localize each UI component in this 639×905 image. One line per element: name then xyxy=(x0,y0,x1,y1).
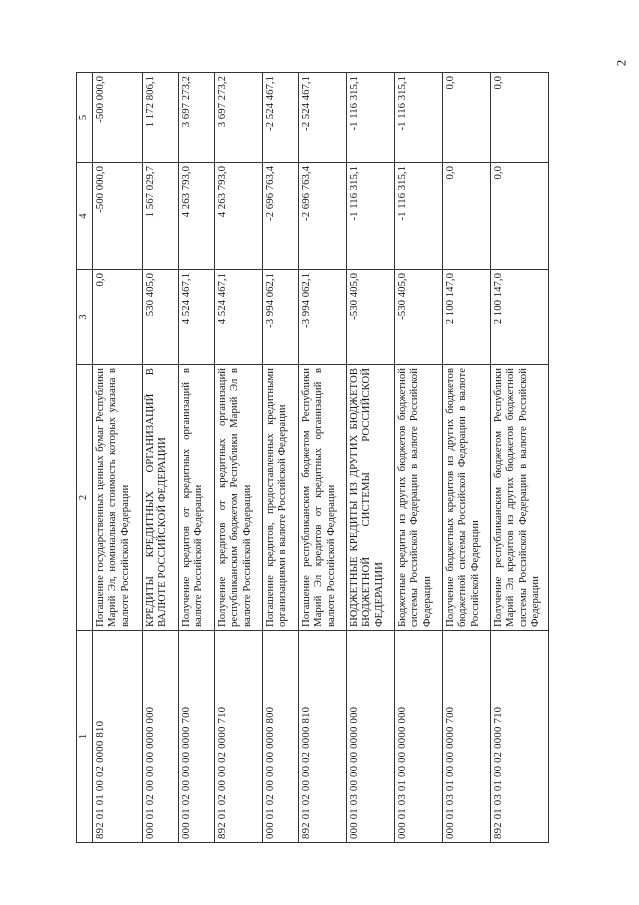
budget-code-cell: 000 01 03 01 00 00 0000 700 xyxy=(443,631,491,843)
value-year2-cell: 0,0 xyxy=(491,163,549,270)
rotated-table-container xyxy=(76,73,572,843)
value-year2-cell: 1 567 029,7 xyxy=(143,163,179,270)
budget-code-cell: 892 01 03 01 00 02 0000 710 xyxy=(491,631,549,843)
value-year3-cell: 0,0 xyxy=(491,73,549,163)
column-header-4: 4 xyxy=(77,163,93,270)
budget-code-cell: 000 01 02 00 00 00 0000 000 xyxy=(143,631,179,843)
budget-sources-table xyxy=(76,72,549,843)
value-year2-cell: -2 696 763,4 xyxy=(299,163,347,270)
value-year3-cell: -500 000,0 xyxy=(93,73,143,163)
table-header-row xyxy=(77,73,93,843)
item-name-cell: БЮДЖЕТНЫЕ КРЕДИТЫ ИЗ ДРУГИХ БЮДЖЕТОВ БЮДЖЕТНОЙ СИСТЕМЫ РОССИЙСКОЙ ФЕДЕРАЦИИ xyxy=(347,365,395,631)
value-year3-cell: 1 172 806,1 xyxy=(143,73,179,163)
value-year3-cell: 3 697 273,2 xyxy=(179,73,215,163)
item-name-cell: КРЕДИТЫ КРЕДИТНЫХ ОРГАНИЗАЦИЙ В ВАЛЮТЕ РОССИЙСКОЙ ФЕДЕРАЦИИ xyxy=(143,365,179,631)
table-row xyxy=(143,73,179,843)
value-year1-cell: 4 524 467,1 xyxy=(179,270,215,365)
budget-code-cell: 892 01 02 00 00 02 0000 810 xyxy=(299,631,347,843)
item-name-cell: Бюджетные кредиты из других бюджетов бюджетной системы Российской Федерации в валюте Российской Федерации xyxy=(395,365,443,631)
item-name-cell: Получение кредитов от кредитных организаций республиканским бюджетом Республики Марий Эл в валюте Российской Федерации xyxy=(215,365,263,631)
table-row xyxy=(491,73,549,843)
value-year2-cell: 4 263 793,0 xyxy=(179,163,215,270)
table-body xyxy=(93,73,549,843)
value-year1-cell: 2 100 147,0 xyxy=(491,270,549,365)
column-header-1: 1 xyxy=(77,631,93,843)
value-year3-cell: -2 524 467,1 xyxy=(263,73,299,163)
value-year1-cell: 2 100 147,0 xyxy=(443,270,491,365)
value-year1-cell: 0,0 xyxy=(93,270,143,365)
budget-code-cell: 000 01 02 00 00 00 0000 800 xyxy=(263,631,299,843)
value-year1-cell: -530 405,0 xyxy=(395,270,443,365)
budget-code-cell: 000 01 03 00 00 00 0000 000 xyxy=(347,631,395,843)
table-row xyxy=(443,73,491,843)
value-year2-cell: 4 263 793,0 xyxy=(215,163,263,270)
value-year3-cell: -1 116 315,1 xyxy=(395,73,443,163)
table-row xyxy=(299,73,347,843)
value-year3-cell: -1 116 315,1 xyxy=(347,73,395,163)
value-year2-cell: -1 116 315,1 xyxy=(347,163,395,270)
table-row xyxy=(179,73,215,843)
value-year1-cell: -3 994 062,1 xyxy=(263,270,299,365)
value-year2-cell: 0,0 xyxy=(443,163,491,270)
column-header-3: 3 xyxy=(77,270,93,365)
value-year1-cell: -3 994 062,1 xyxy=(299,270,347,365)
item-name-cell: Получение республиканским бюджетом Республики Марий Эл кредитов из других бюджетов бюджетной системы Российской Федерации в валюте Российской Федерации xyxy=(491,365,549,631)
table-row xyxy=(263,73,299,843)
budget-code-cell: 000 01 02 00 00 00 0000 700 xyxy=(179,631,215,843)
value-year1-cell: 530 405,0 xyxy=(143,270,179,365)
value-year1-cell: 4 524 467,1 xyxy=(215,270,263,365)
column-header-2: 2 xyxy=(77,365,93,631)
value-year1-cell: -530 405,0 xyxy=(347,270,395,365)
column-header-5: 5 xyxy=(77,73,93,163)
table-row xyxy=(347,73,395,843)
item-name-cell: Получение кредитов от кредитных организаций в валюте Российской Федерации xyxy=(179,365,215,631)
table-row xyxy=(395,73,443,843)
value-year2-cell: -500 000,0 xyxy=(93,163,143,270)
value-year2-cell: -1 116 315,1 xyxy=(395,163,443,270)
item-name-cell: Погашение кредитов, предоставленных кредитными организациями в валюте Российской Федерации xyxy=(263,365,299,631)
table-row xyxy=(93,73,143,843)
item-name-cell: Погашение республиканским бюджетом Республики Марий Эл кредитов от кредитных организаций в валюте Российской Федерации xyxy=(299,365,347,631)
budget-code-cell: 892 01 01 00 02 0000 810 xyxy=(93,631,143,843)
item-name-cell: Получение бюджетных кредитов из других бюджетов бюджетной системы Российской Федерации в валюте Российской Федерации xyxy=(443,365,491,631)
value-year3-cell: 3 697 273,2 xyxy=(215,73,263,163)
page-number: 2 xyxy=(613,59,629,67)
value-year3-cell: -2 524 467,1 xyxy=(299,73,347,163)
table-row xyxy=(215,73,263,843)
budget-code-cell: 000 01 03 01 00 00 0000 000 xyxy=(395,631,443,843)
value-year3-cell: 0,0 xyxy=(443,73,491,163)
value-year2-cell: -2 696 763,4 xyxy=(263,163,299,270)
budget-code-cell: 892 01 02 00 00 02 0000 710 xyxy=(215,631,263,843)
item-name-cell: Погашение государственных ценных бумаг Республики Марий Эл, номинальная стоимость которых указана в валюте Российской Федерации xyxy=(93,365,143,631)
